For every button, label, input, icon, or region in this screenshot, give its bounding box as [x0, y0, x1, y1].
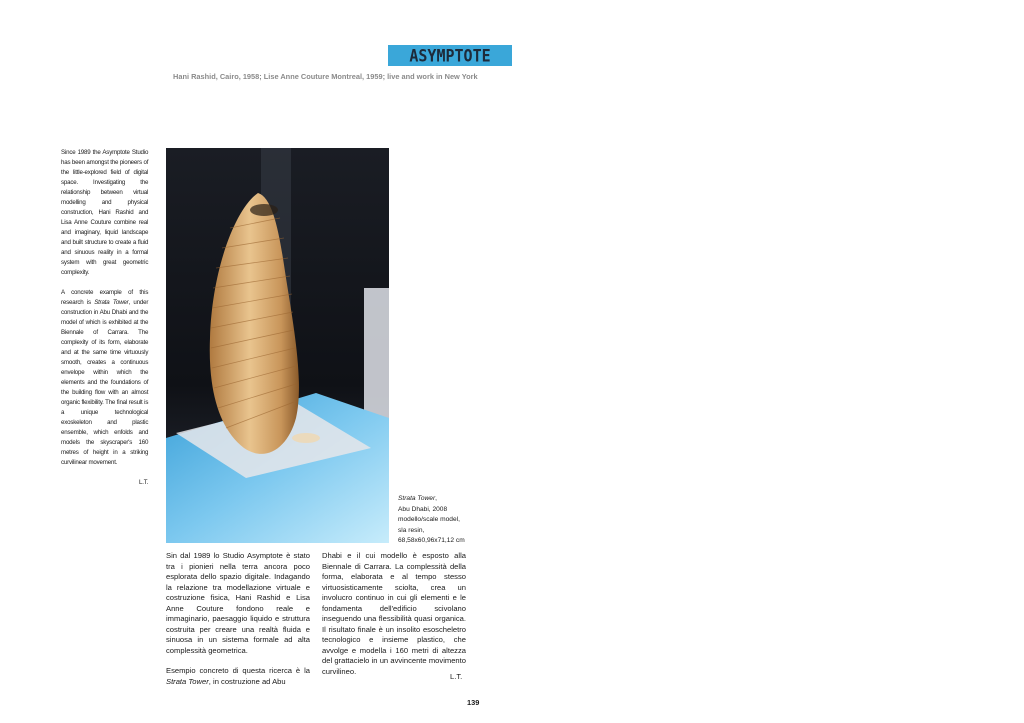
italian-paragraph-1: Sin dal 1989 lo Studio Asymptote è stato tra i pionieri nella terra ancora poco esplorata dello spazio digitale. Indagando la relazione tra modellazione virtuale e costruzione fisica, Hani Rashid e Lisa Anne Couture fondono reale e immaginario, paesaggio liquido e struttura costruita per creare una realtà fluida e sinuosa in un sistema formale ad alta complessità geometrica. — [166, 551, 310, 655]
title-banner — [388, 45, 512, 66]
italian-paragraph-2 — [166, 666, 310, 687]
page-number: 139 — [467, 698, 480, 707]
tower-base-detail — [292, 433, 320, 443]
tower-top-opening — [250, 204, 278, 216]
english-paragraph-2-italic: Strata Tower — [94, 299, 129, 306]
italian-paragraph-2-start: Esempio concreto di questa ricerca è la — [166, 666, 310, 675]
italian-text-left-column — [166, 551, 310, 697]
english-paragraph-2 — [61, 288, 148, 468]
caption-line-3: sla resin, — [398, 526, 425, 534]
italian-text-right-column — [322, 551, 466, 687]
english-signature: L.T. — [139, 479, 149, 486]
page-title: ASYMPTOTE — [409, 45, 491, 66]
italian-paragraph-2-italic: Strata Tower — [166, 676, 209, 686]
italian-signature: L.T. — [450, 672, 463, 681]
caption-line-1: Abu Dhabi, 2008 — [398, 505, 448, 513]
strata-tower-model-image — [166, 148, 389, 543]
italian-paragraph-2-end: , in costruzione ad Abu — [208, 676, 286, 686]
caption-line-4: 68,58x60,96x71,12 cm — [398, 537, 465, 544]
caption-title: Strata Tower — [398, 495, 436, 502]
english-paragraph-2-end: , under construction in Abu Dhabi and the model of which is exhibited at the Biennale of Carrara. The complexity of its form, elaborate and at the same time virtuously smooth, creates a continuous envelope within which the elements and the foundations of the building flow with an almost organic flexibility. The final result is a unique technological exoskeleton and plastic ensemble, which enfolds and models the skyscraper's 160 metres of height in a striking curvilinear movement. — [61, 299, 149, 466]
italian-paragraph-3: Dhabi e il cui modello è esposto alla Biennale di Carrara. La complessità della forma, elaborata e al tempo stesso virtuosisticamente sciolta, crea un involucro continuo in cui gli elementi e le fondamenta dell'edificio scivolano inseguendo una flessibilità quasi organica. Il risultato finale è un insolito esoscheletro tecnologico e insieme plastico, che avvolge e modella i 160 metri di altezza del grattacielo in un avvincente movimento curvilineo. — [322, 551, 466, 676]
english-paragraph-2-start: A concrete example of this research is — [61, 289, 149, 306]
strata-tower-photo — [166, 148, 389, 543]
photo-caption — [398, 494, 488, 547]
english-text-column — [61, 148, 148, 498]
caption-title-line: Strata Tower, — [398, 495, 437, 502]
artist-subtitle: Hani Rashid, Cairo, 1958; Lise Anne Couture Montreal, 1959; live and work in New York — [173, 72, 478, 81]
english-paragraph-1: Since 1989 the Asymptote Studio has been amongst the pioneers of the little-explored field of digital space. Investigating the relationship between virtual modelling and physical construction, Hani Rashid and Lisa Anne Couture combine real and imaginary, liquid landscape and built structure to create a fluid and sinuous reality in a formal system with great geometric complexity. — [61, 149, 149, 276]
caption-line-2: modello/scale model, — [398, 516, 460, 523]
